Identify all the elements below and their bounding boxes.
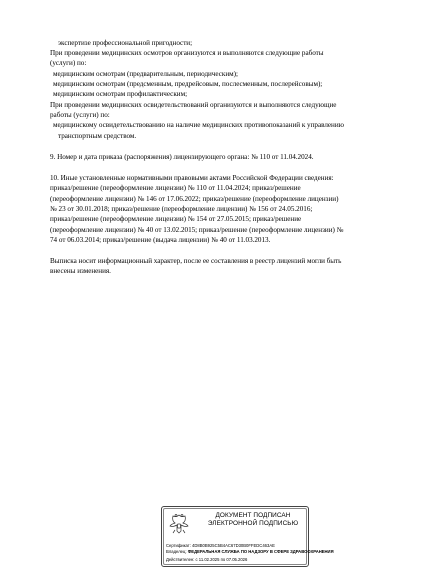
text-line: работы (услуги) по: xyxy=(50,111,110,119)
text-line: экспертизе профессиональной пригодности; xyxy=(58,39,193,47)
text-line: приказ/решение (переоформление лицензии) № 110 от 11.04.2024; приказ/решение xyxy=(50,184,301,192)
license-order-line: 9. Номер и дата приказа (распоряжения) лицензирующего органа: № 110 от 11.04.2024. xyxy=(50,153,314,161)
stamp-certificate: Сертификат: 4D8B0B925C5B4AC67D30B0FFEDC463AE xyxy=(166,543,275,548)
text-line: 10. Иные установленные нормативными правовыми актами Российской Федерации сведения: xyxy=(50,174,334,182)
coat-of-arms-icon xyxy=(167,512,191,536)
text-line: медицинскому освидетельствованию на наличие медицинских противопоказаний к управлению xyxy=(53,121,344,129)
stamp-title-line: ЭЛЕКТРОННОЙ ПОДПИСЬЮ xyxy=(207,519,299,527)
text-line: (переоформление лицензии) № 40 от 13.02.2015; приказ/решение (переоформление лицензии) № xyxy=(50,226,344,234)
text-line: внесены изменения. xyxy=(50,267,111,275)
text-line: (услуги) по: xyxy=(50,59,87,67)
text-line: При проведении медицинских освидетельствований организуются и выполняются следующие xyxy=(50,101,337,109)
text-line: № 23 от 30.01.2018; приказ/решение (переоформление лицензии) № 156 от 24.05.2016; xyxy=(50,205,313,213)
stamp-owner xyxy=(166,549,334,554)
text-line: медицинским осмотрам (предварительным, периодическим); xyxy=(53,70,238,78)
text-line: При проведении медицинских осмотров организуются и выполняются следующие работы xyxy=(50,49,324,57)
text-line: медицинским осмотрам профилактическим; xyxy=(53,90,188,98)
text-line: приказ/решение (переоформление лицензии) № 154 от 27.05.2015; приказ/решение xyxy=(50,215,302,223)
text-line: 74 от 06.03.2014; приказ/решение (выдача лицензии) № 40 от 11.03.2013. xyxy=(50,236,271,244)
stamp-title-line: ДОКУМЕНТ ПОДПИСАН xyxy=(215,512,291,519)
text-line: Выписка носит информационный характер, после ее составления в реестр лицензий могли быть xyxy=(50,257,342,265)
text-line: (переоформление лицензии) № 146 от 17.06.2022; приказ/решение (переоформление лицензии) xyxy=(50,195,339,203)
stamp-title xyxy=(198,512,308,527)
text-line: медицинским осмотрам (предсменным, предрейсовым, послесменным, послерейсовым); xyxy=(53,80,323,88)
text-line: транспортным средством. xyxy=(58,132,137,140)
stamp-owner-name: ФЕДЕРАЛЬНАЯ СЛУЖБА ПО НАДЗОРУ В СФЕРЕ ЗДРАВООХРАНЕНИЯ xyxy=(187,549,334,554)
stamp-validity: Действителен: с 11.02.2025 по 07.05.2026 xyxy=(166,557,248,562)
stamp-owner-label: Владелец: xyxy=(166,549,187,554)
electronic-signature-stamp xyxy=(161,506,334,567)
